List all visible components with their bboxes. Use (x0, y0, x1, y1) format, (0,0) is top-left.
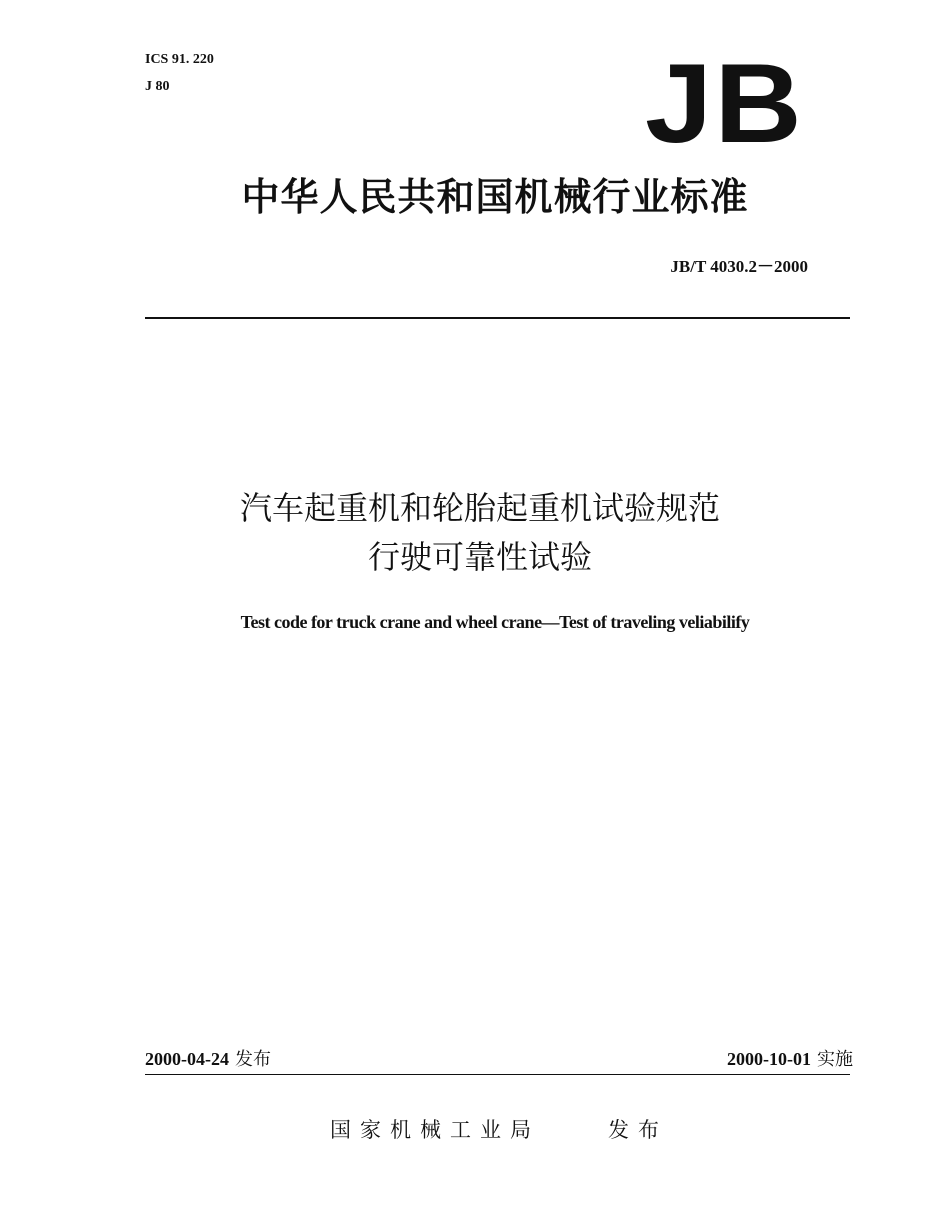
title-en: Test code for truck crane and wheel crane—Test of traveling veliabilify (240, 612, 750, 632)
class-code: J 80 (145, 79, 170, 94)
top-divider (145, 317, 850, 319)
title-cn-line1: 汽车起重机和轮胎起重机试验规范 (239, 489, 720, 527)
issue-label: 发布 (235, 1049, 271, 1070)
issue-date: 2000-04-24 (145, 1049, 229, 1069)
bottom-divider (145, 1074, 850, 1075)
standard-type-heading: 中华人民共和国机械行业标准 (241, 175, 749, 219)
standard-number: JB/T 4030.2－2000 (670, 257, 808, 276)
classification-codes (145, 50, 214, 104)
publisher-name: 国家机械工业局 (330, 1118, 540, 1142)
title-cn-line2: 行驶可靠性试验 (367, 538, 592, 576)
publisher-verb: 发布 (608, 1118, 668, 1142)
ics-code: ICS 91. 220 (145, 52, 214, 67)
effective-label: 实施 (817, 1049, 853, 1070)
effective-date: 2000-10-01 (727, 1049, 811, 1069)
effective-info (727, 1046, 853, 1073)
jb-logo: JB (645, 41, 804, 166)
issue-info (145, 1046, 271, 1073)
